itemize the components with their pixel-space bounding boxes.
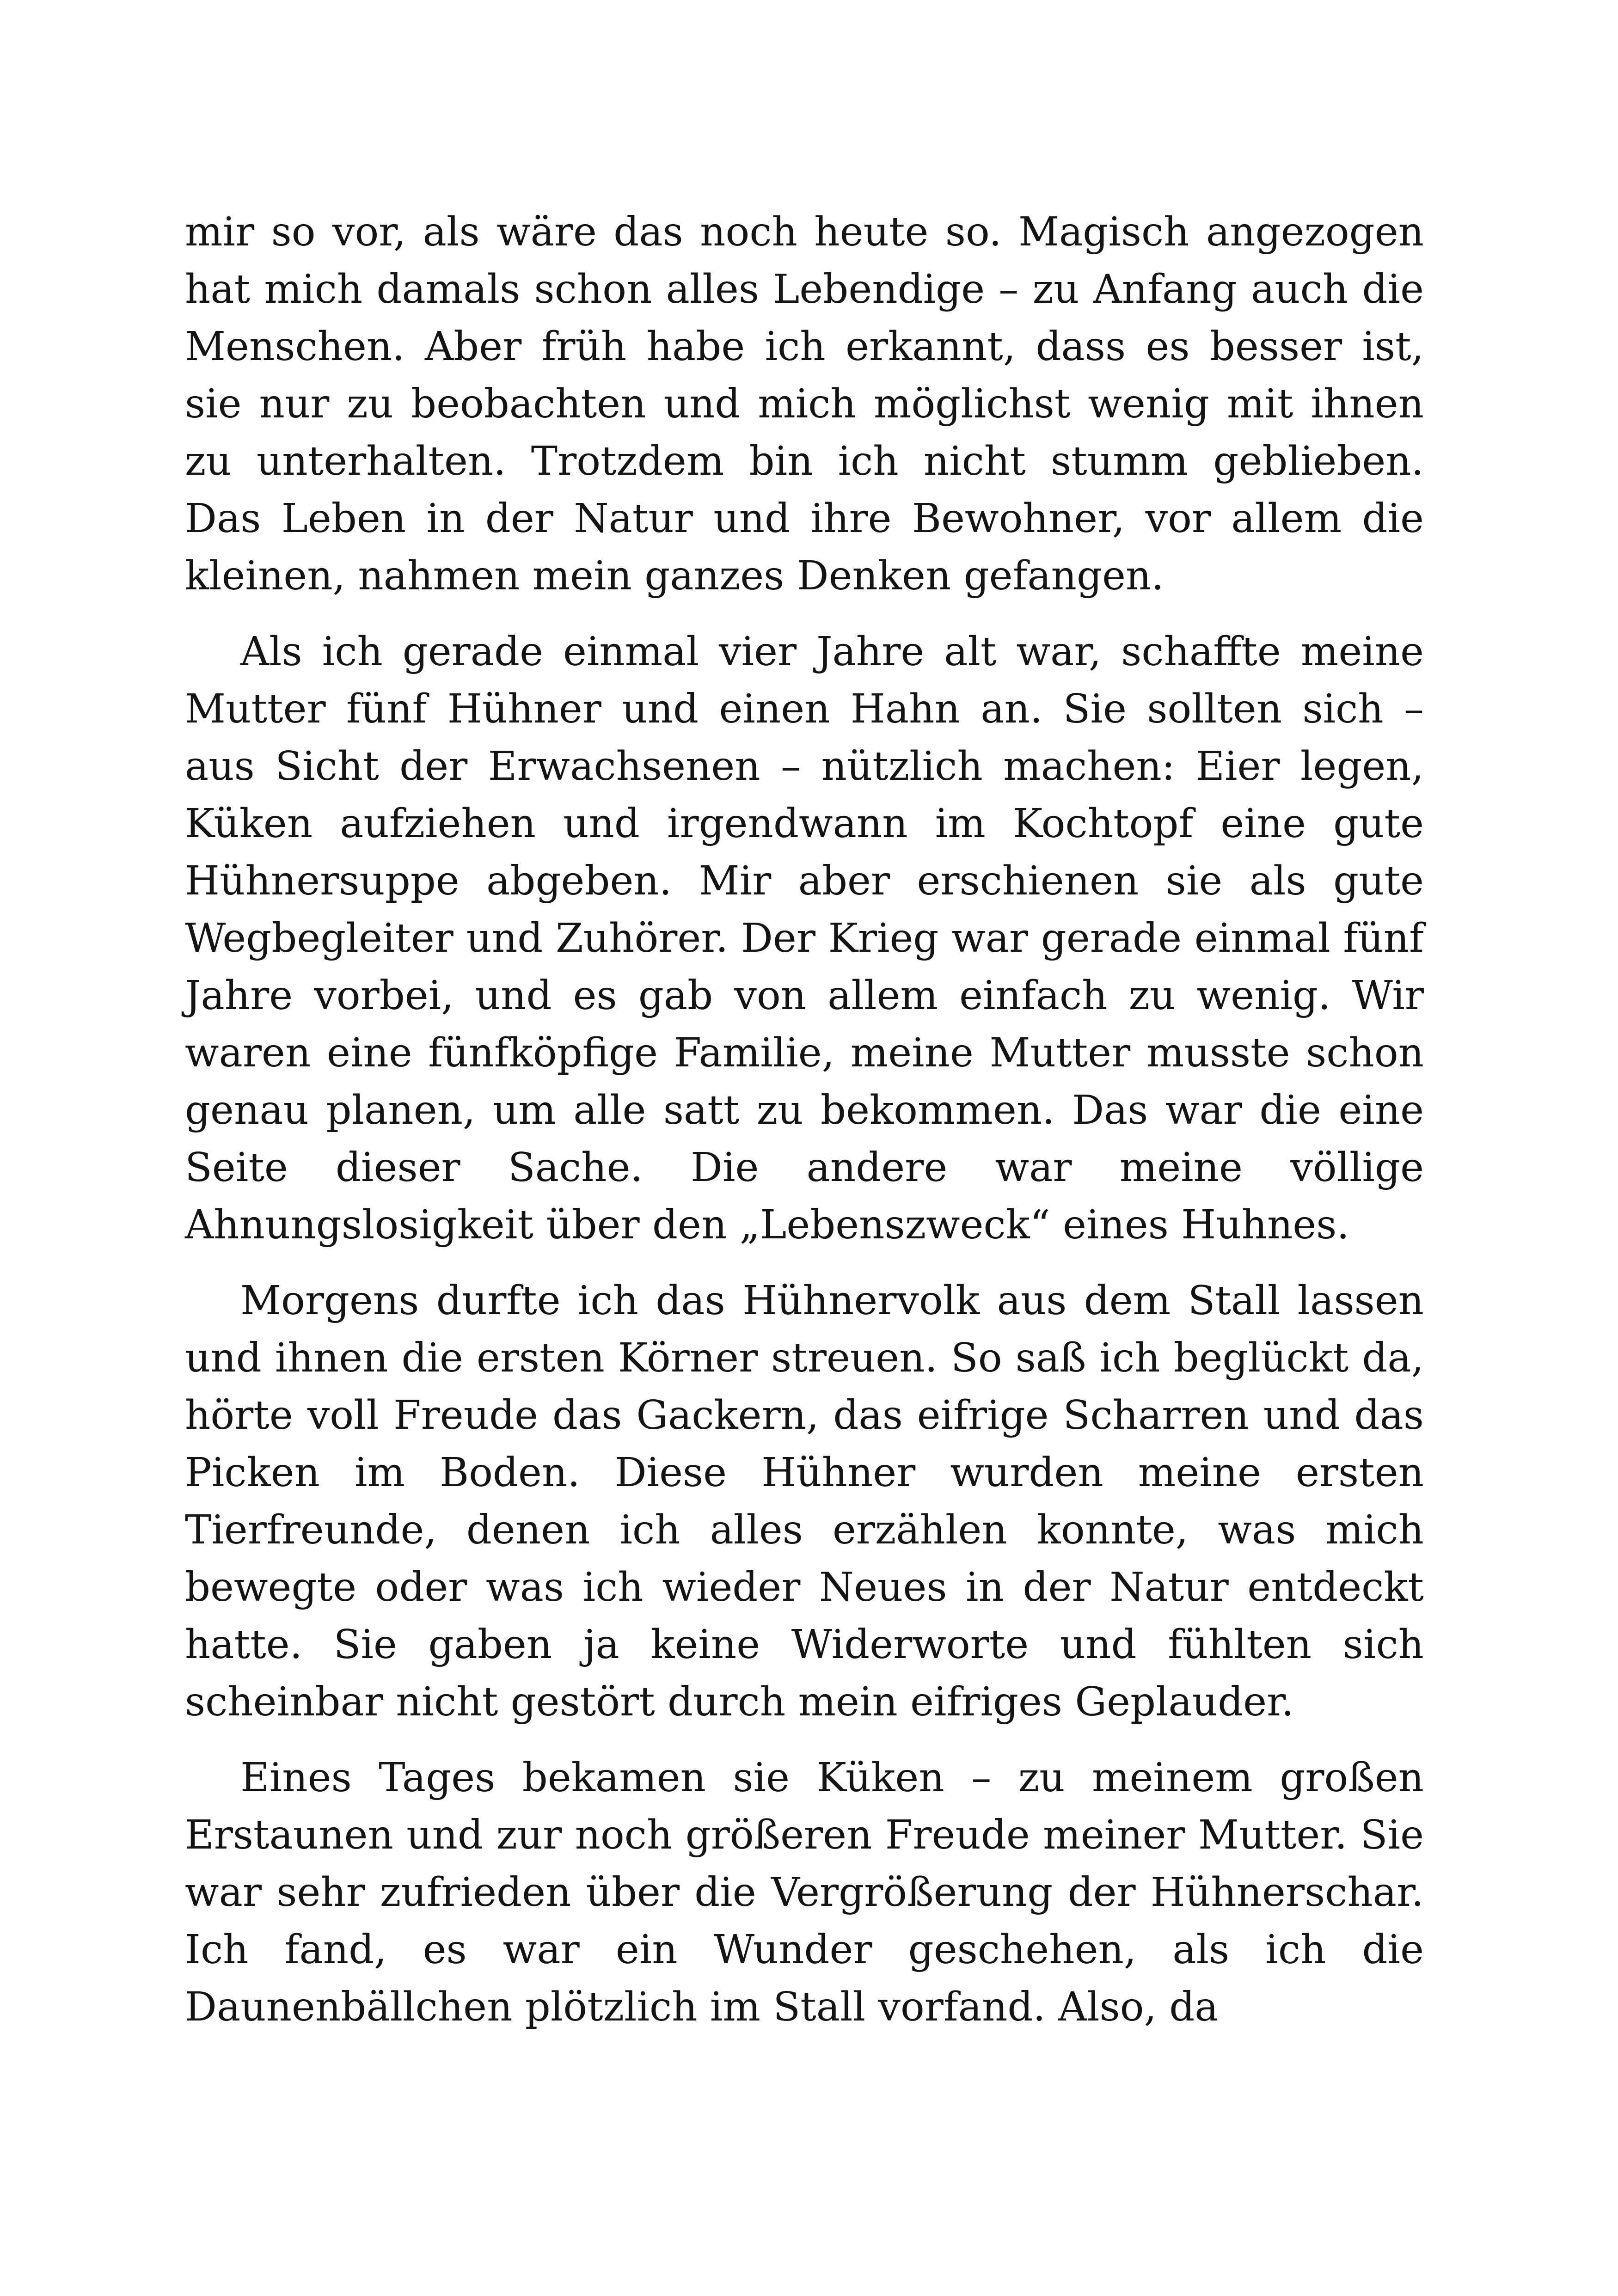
paragraph-3: Morgens durfte ich das Hühnervolk aus dem Stall lassen und ihnen die ersten Körner streuen. So saß ich beglückt da, hörte voll Freude das Gackern, das eifrige Scharren und das Picken im Boden. Diese Hühner wurden meine ersten Tierfreunde, denen ich alles erzählen konnte, was mich bewegte oder was ich wieder Neues in der Natur entdeckt hatte. Sie gaben ja keine Widerworte und fühlten sich scheinbar nicht gestört durch mein eifriges Geplauder. xyxy=(185,1278,1424,1725)
paragraph-2: Als ich gerade einmal vier Jahre alt war, schaffte meine Mutter fünf Hühner und einen Hahn an. Sie sollten sich – aus Sicht der Erwachsenen – nützlich machen: Eier legen, Küken aufziehen und irgendwann im Kochtopf eine gute Hühnersuppe abgeben. Mir aber erschienen sie als gute Wegbegleiter und Zuhörer. Der Krieg war gerade einmal fünf Jahre vorbei, und es gab von allem einfach zu wenig. Wir waren eine fünfköpfige Familie, meine Mutter musste schon genau planen, um alle satt zu bekommen. Das war die eine Seite dieser Sache. Die andere war meine völlige Ahnungslosigkeit über den „Lebenszweck“ eines Huhnes. xyxy=(185,629,1424,1248)
paragraph-4: Eines Tages bekamen sie Küken – zu meinem großen Erstaunen und zur noch größeren Freude meiner Mutter. Sie war sehr zufrieden über die Vergrößerung der Hühnerschar. Ich fand, es war ein Wunder geschehen, als ich die Daunenbällchen plötzlich im Stall vorfand. Also, da xyxy=(185,1755,1424,2030)
paragraph-1: mir so vor, als wäre das noch heute so. Magisch angezogen hat mich damals schon alles Lebendige – zu Anfang auch die Menschen. Aber früh habe ich erkannt, dass es besser ist, sie nur zu beobachten und mich möglichst wenig mit ihnen zu unterhalten. Trotzdem bin ich nicht stumm geblieben. Das Leben in der Natur und ihre Bewohner, vor allem die kleinen, nahmen mein ganzes Denken gefangen. xyxy=(185,209,1424,599)
body-text xyxy=(185,203,1424,2054)
